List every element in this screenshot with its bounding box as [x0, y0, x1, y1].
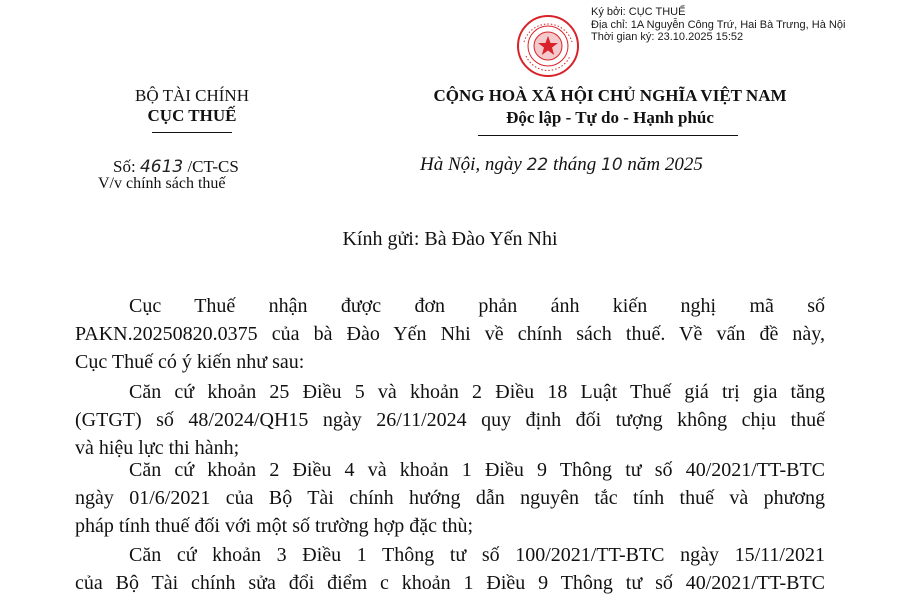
date-month: 10 [601, 155, 623, 175]
paragraph-line: PAKN.20250820.0375 của bà Đào Yến Nhi về chính sách thuế. Về vấn đề này, [75, 323, 825, 345]
greeting-line: Kính gửi: Bà Đào Yến Nhi [342, 228, 558, 250]
signature-address: Địa chỉ: 1A Nguyễn Công Trứ, Hai Bà Trưng, Hà Nội [591, 18, 846, 31]
paragraph-line: và hiệu lực thi hành; [75, 437, 240, 459]
digital-signature-block [591, 6, 845, 44]
department-name: CỤC THUẾ [147, 106, 237, 125]
signature-time: Thời gian ký: 23.10.2025 15:52 [591, 31, 744, 43]
document-subject: V/v chính sách thuế [98, 175, 226, 192]
paragraph-line: Căn cứ khoản 3 Điều 1 Thông tư số 100/2021/TT-BTC ngày 15/11/2021 [129, 544, 825, 566]
paragraph-line: Cục Thuế có ý kiến như sau: [75, 351, 305, 373]
paragraph-3 [75, 456, 825, 540]
paragraph-1 [75, 292, 825, 376]
paragraph-line: của Bộ Tài chính sửa đổi điểm c khoản 1 Điều 9 Thông tư số 40/2021/TT-BTC [75, 572, 825, 594]
paragraph-line: Căn cứ khoản 25 Điều 5 và khoản 2 Điều 18 Luật Thuế giá trị gia tăng [129, 381, 825, 403]
place-date-prefix: Hà Nội, ngày [420, 154, 522, 175]
ministry-name: BỘ TÀI CHÍNH [135, 86, 249, 105]
reference-suffix: /CT-CS [187, 157, 239, 176]
paragraph-line: (GTGT) số 48/2024/QH15 ngày 26/11/2024 quy định đối tượng không chịu thuế [75, 409, 825, 431]
reference-number: 4613 [139, 157, 184, 177]
date-year: năm 2025 [627, 154, 703, 175]
month-word: tháng [553, 154, 597, 175]
paragraph-line: ngày 01/6/2021 của Bộ Tài chính hướng dẫn nguyên tắc tính thuế và phương [75, 487, 825, 509]
department-underline [152, 132, 232, 133]
paragraph-4 [75, 541, 825, 597]
document-reference [113, 157, 239, 177]
signature-signer: Ký bởi: CỤC THUẾ [591, 6, 686, 18]
paragraph-line: Căn cứ khoản 2 Điều 4 và khoản 1 Điều 9 Thông tư số 40/2021/TT-BTC [129, 459, 825, 481]
date-day: 22 [526, 155, 549, 175]
paragraph-line: pháp tính thuế đối với một số trường hợp đặc thù; [75, 515, 474, 537]
reference-prefix: Số: [113, 157, 136, 176]
place-date [420, 154, 703, 176]
motto-underline [478, 135, 738, 136]
country-name: CỘNG HOÀ XÃ HỘI CHỦ NGHĨA VIỆT NAM [433, 86, 787, 105]
seal-icon [516, 14, 580, 78]
national-motto: Độc lập - Tự do - Hạnh phúc [506, 108, 714, 127]
paragraph-line: Cục Thuế nhận được đơn phản ánh kiến nghị mã số [129, 295, 825, 317]
paragraph-2 [75, 378, 825, 462]
